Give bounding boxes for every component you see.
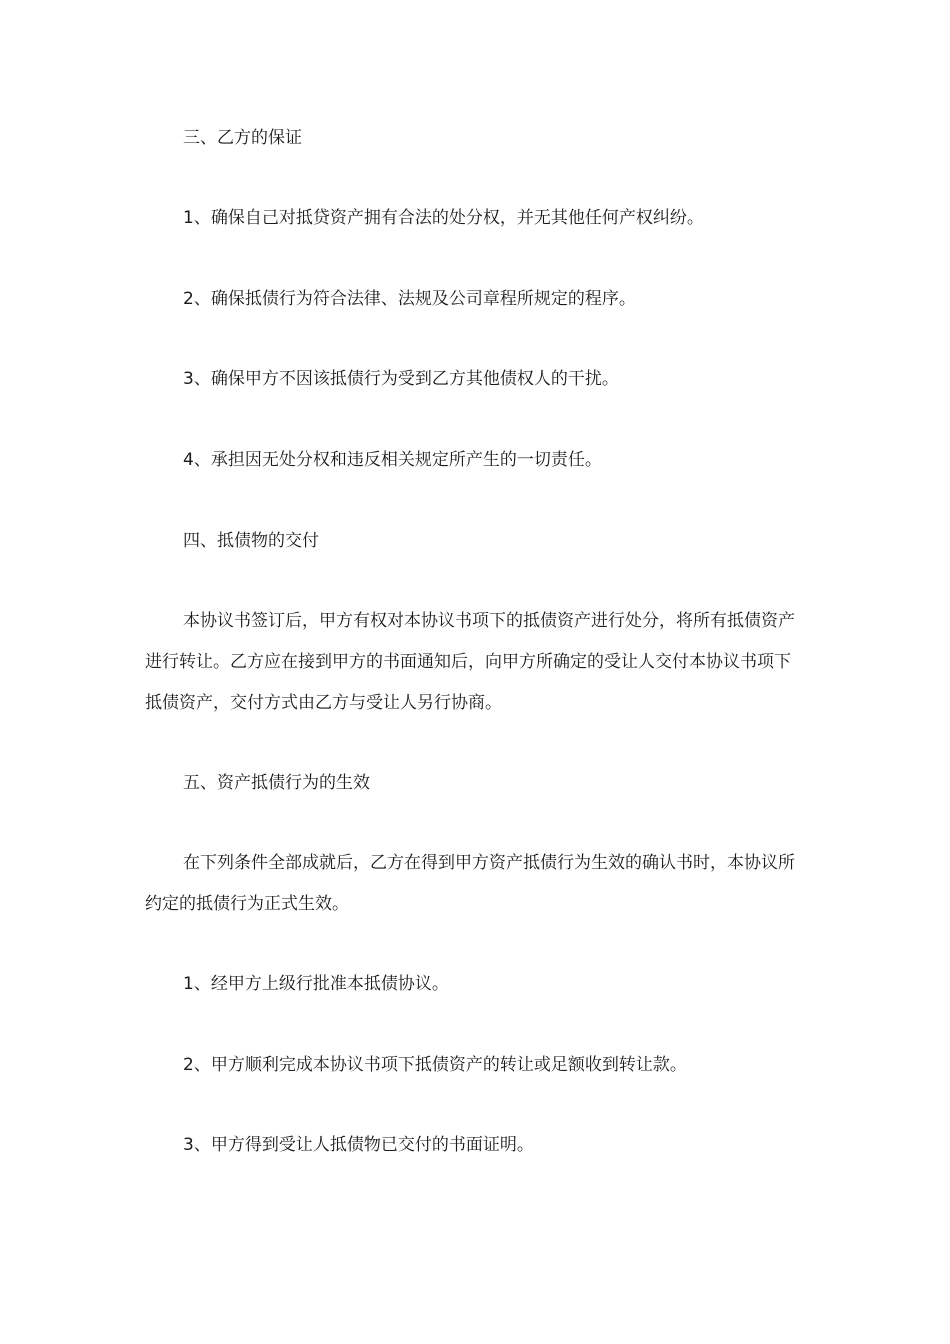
section-heading-5: 五、资产抵债行为的生效 (183, 773, 370, 793)
clause-item: 4、承担因无处分权和违反相关规定所产生的一切责任。 (183, 450, 602, 470)
clause-item: 3、确保甲方不因该抵债行为受到乙方其他债权人的干扰。 (183, 369, 619, 389)
clause-item: 2、确保抵债行为符合法律、法规及公司章程所规定的程序。 (183, 289, 636, 309)
clause-item: 2、甲方顺利完成本协议书项下抵债资产的转让或足额收到转让款。 (183, 1055, 687, 1075)
section-heading-3: 三、乙方的保证 (183, 128, 302, 148)
body-paragraph: 本协议书签订后，甲方有权对本协议书项下的抵债资产进行处分，将所有抵债资产进行转让。乙方应在接到甲方的书面通知后，向甲方所确定的受让人交付本协议书项下抵债资产，交付方式由乙方与受让人另行协商。 (145, 611, 795, 713)
clause-item: 1、确保自己对抵贷资产拥有合法的处分权，并无其他任何产权纠纷。 (183, 208, 704, 228)
body-paragraph: 在下列条件全部成就后，乙方在得到甲方资产抵债行为生效的确认书时，本协议所约定的抵债行为正式生效。 (145, 853, 795, 914)
clause-item: 1、经甲方上级行批准本抵债协议。 (183, 974, 449, 994)
section-heading-4: 四、抵债物的交付 (183, 531, 319, 551)
clause-item: 3、甲方得到受让人抵债物已交付的书面证明。 (183, 1135, 534, 1155)
